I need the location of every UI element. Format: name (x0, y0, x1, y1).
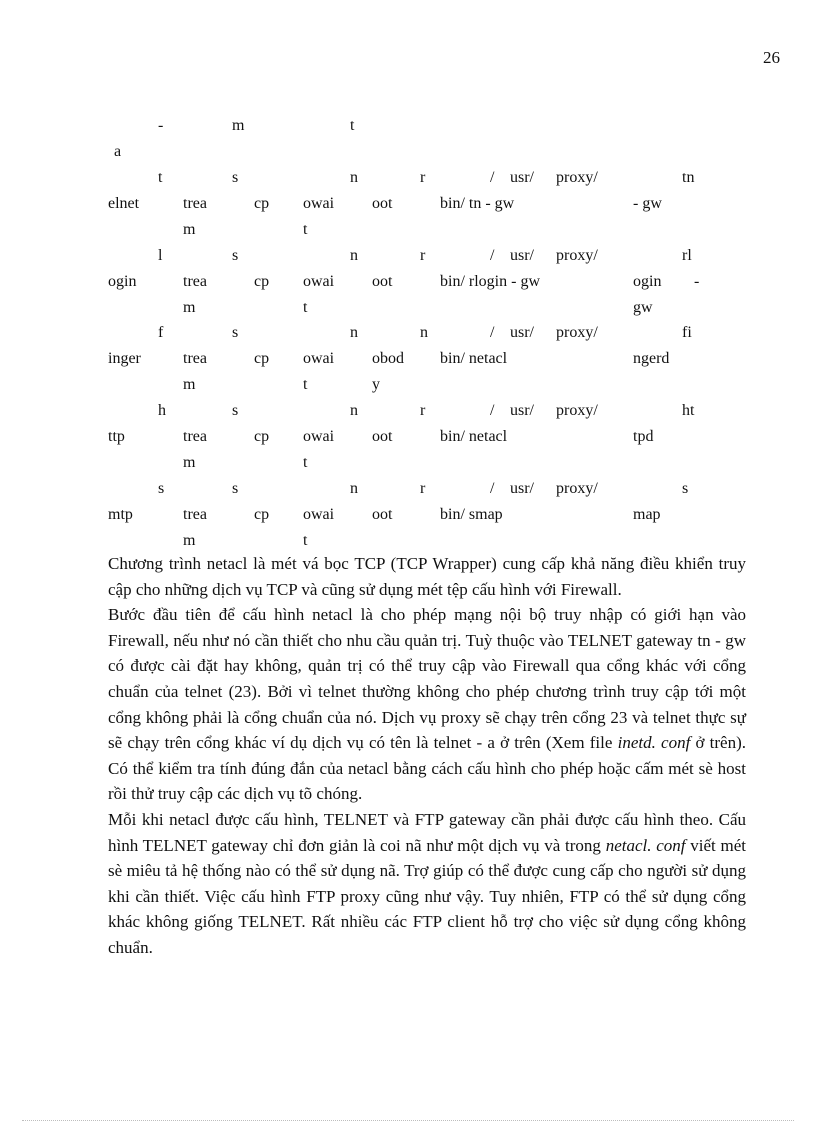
table-cell: bin/ smap (440, 506, 503, 523)
table-cell: t (303, 454, 308, 471)
table-cell: proxy/ (556, 324, 598, 341)
table-cell: tn (682, 169, 695, 186)
table-cell: ttp (108, 428, 125, 445)
table-cell: m (183, 376, 196, 393)
table-cell: - (158, 117, 164, 134)
table-cell: usr/ (510, 169, 534, 186)
table-cell: m (183, 532, 196, 549)
table-cell: t (303, 299, 308, 316)
table-cell: owai (303, 195, 335, 212)
paragraph-gateway-config (108, 807, 746, 961)
table-cell: t (303, 376, 308, 393)
table-cell: s (158, 480, 165, 497)
table-cell: n (350, 247, 358, 264)
table-cell: n (350, 324, 358, 341)
table-cell: n (350, 169, 358, 186)
table-cell: usr/ (510, 402, 534, 419)
table-cell: bin/ netacl (440, 428, 508, 445)
paragraph-netacl-intro: Chương trình netacl là mét vá bọc TCP (TCP Wrapper) cung cấp khả năng điều khiển truy cập cho những dịch vụ TCP và cũng sử dụng mét tệp cấu hình với Firewall. (108, 554, 746, 599)
table-cell: m (232, 117, 245, 134)
table-cell: oot (372, 273, 393, 290)
table-cell: map (633, 506, 661, 523)
table-cell: y (372, 376, 380, 393)
table-cell: s (232, 480, 239, 497)
table-cell: oot (372, 506, 393, 523)
table-cell: t (158, 169, 163, 186)
table-cell: s (232, 247, 239, 264)
paragraph-text: Mỗi khi netacl được cấu hình, TELNET và FTP gateway cần phải được cấu hình theo. Cấu hình TELNET gateway chỉ đơn giản là coi nã như một dịch vụ và trong (108, 809, 746, 855)
table-cell: usr/ (510, 247, 534, 264)
table-cell: ht (682, 402, 695, 419)
table-cell: cp (254, 350, 270, 367)
table-cell: tpd (633, 428, 654, 445)
paragraph-text: ở trên). Có thể kiểm tra tính đúng đắn của netacl bằng cách cấu hình cho phép hoặc cấm mét sè host rồi thử truy cập các dịch vụ tõ chóng. (108, 733, 746, 804)
table-cell: s (682, 480, 689, 497)
table-cell: oot (372, 195, 393, 212)
table-cell: proxy/ (556, 480, 598, 497)
table-cell: t (303, 532, 308, 549)
table-cell: fi (682, 324, 692, 341)
table-cell: / (490, 324, 495, 341)
table-cell: f (158, 324, 164, 341)
table-cell: / (490, 480, 495, 497)
table-cell: h (158, 402, 166, 419)
table-cell: owai (303, 350, 335, 367)
table-cell: obod (372, 350, 404, 367)
table-cell: ngerd (633, 350, 670, 367)
table-cell: trea (183, 428, 207, 445)
table-cell: t (350, 117, 355, 134)
table-cell: cp (254, 506, 270, 523)
paragraph-text: Bước đầu tiên để cấu hình netacl là cho phép mạng nội bộ truy nhập có giới hạn vào Firewall, nếu như nó cần thiết cho nhu cầu quản trị. Tuỳ thuộc vào TELNET gateway tn - gw có được cài đặt hay không, quản trị có thể truy cập vào Firewall qua cổng khác với cổng chuẩn của telnet (23). Bởi vì telnet thường không cho phép chương trình truy cập tới một cổng không phải là cổng chuẩn của nó. Dịch vụ proxy sẽ chạy trên cổng 23 và telnet thực sự sẽ chạy trên cổng khác ví dụ dịch vụ có tên là telnet - a ở trên (Xem file (108, 605, 746, 753)
table-cell: oot (372, 428, 393, 445)
table-cell: trea (183, 273, 207, 290)
table-cell: r (420, 247, 426, 264)
table-cell: elnet (108, 195, 140, 212)
page-bottom-rule (22, 1120, 794, 1121)
table-cell: cp (254, 428, 270, 445)
page-number: 26 (763, 48, 780, 67)
table-cell: n (350, 480, 358, 497)
table-cell: proxy/ (556, 247, 598, 264)
table-cell: bin/ tn - gw (440, 195, 515, 212)
table-cell: proxy/ (556, 402, 598, 419)
table-cell: r (420, 480, 426, 497)
table-cell: s (232, 324, 239, 341)
paragraph-text: viết mét sè miêu tả hệ thống nào có thể sử dụng nã. Trợ giúp có thể được cung cấp cho người sử dụng khi cần thiết. Việc cấu hình FTP proxy cũng như vậy. Tuy nhiên, FTP có thể sử dụng cổng khác không giống TELNET. Rất nhiều các FTP client hỗ trợ cho việc sử dụng cổng không chuẩn. (108, 835, 746, 957)
table-cell: bin/ netacl (440, 350, 508, 367)
table-cell: - (694, 273, 700, 290)
table-cell: trea (183, 506, 207, 523)
table-cell: t (303, 221, 308, 238)
table-cell: / (490, 169, 495, 186)
file-name-netacl-conf: netacl. conf (605, 835, 686, 855)
table-cell: s (232, 402, 239, 419)
table-cell: trea (183, 350, 207, 367)
table-cell: / (490, 247, 495, 264)
table-cell: r (420, 402, 426, 419)
table-cell: usr/ (510, 324, 534, 341)
table-cell: r (420, 169, 426, 186)
table-cell: m (183, 221, 196, 238)
table-cell: owai (303, 506, 335, 523)
body-text (108, 551, 746, 961)
table-cell: a (114, 143, 122, 160)
table-cell: owai (303, 428, 335, 445)
table-cell: cp (254, 195, 270, 212)
table-cell: inger (108, 350, 141, 367)
table-cell: / (490, 402, 495, 419)
table-cell: s (232, 169, 239, 186)
paragraph-netacl-config (108, 602, 746, 807)
table-cell: owai (303, 273, 335, 290)
table-cell: ogin (633, 273, 662, 290)
table-cell: rl (682, 247, 692, 264)
file-name-inetd-conf: inetd. conf (617, 733, 691, 753)
table-cell: trea (183, 195, 207, 212)
table-cell: mtp (108, 506, 133, 523)
table-cell: proxy/ (556, 169, 598, 186)
table-cell: - gw (633, 195, 662, 212)
table-cell: usr/ (510, 480, 534, 497)
table-cell: n (350, 402, 358, 419)
table-cell: l (158, 247, 163, 264)
table-cell: n (420, 324, 428, 341)
table-cell: bin/ rlogin - gw (440, 273, 540, 290)
table-cell: ogin (108, 273, 137, 290)
table-cell: m (183, 454, 196, 471)
table-cell: gw (633, 299, 653, 316)
table-cell: m (183, 299, 196, 316)
table-cell: cp (254, 273, 270, 290)
